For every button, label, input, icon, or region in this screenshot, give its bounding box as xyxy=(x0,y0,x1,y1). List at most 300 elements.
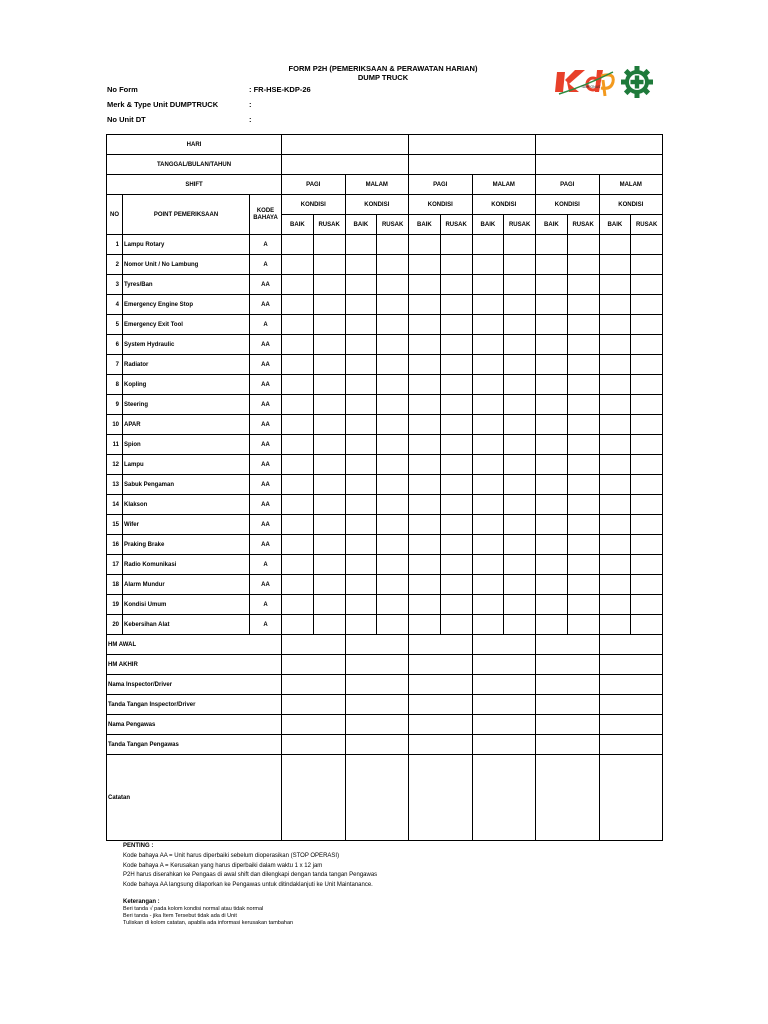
rusak-check-cell[interactable] xyxy=(313,235,345,255)
catatan-entry-cell[interactable] xyxy=(282,755,346,841)
footer-entry-cell[interactable] xyxy=(282,715,346,735)
baik-check-cell[interactable] xyxy=(409,295,441,315)
baik-check-cell[interactable] xyxy=(599,415,631,435)
baik-check-cell[interactable] xyxy=(536,255,568,275)
footer-entry-cell[interactable] xyxy=(472,675,536,695)
baik-check-cell[interactable] xyxy=(409,535,441,555)
baik-check-cell[interactable] xyxy=(345,495,377,515)
baik-check-cell[interactable] xyxy=(409,595,441,615)
rusak-check-cell[interactable] xyxy=(440,315,472,335)
rusak-check-cell[interactable] xyxy=(504,255,536,275)
rusak-check-cell[interactable] xyxy=(440,475,472,495)
rusak-check-cell[interactable] xyxy=(377,475,409,495)
baik-check-cell[interactable] xyxy=(599,455,631,475)
baik-check-cell[interactable] xyxy=(472,375,504,395)
baik-check-cell[interactable] xyxy=(536,555,568,575)
baik-check-cell[interactable] xyxy=(345,535,377,555)
rusak-check-cell[interactable] xyxy=(440,255,472,275)
footer-entry-cell[interactable] xyxy=(409,715,473,735)
baik-check-cell[interactable] xyxy=(345,595,377,615)
baik-check-cell[interactable] xyxy=(282,615,314,635)
baik-check-cell[interactable] xyxy=(409,435,441,455)
rusak-check-cell[interactable] xyxy=(440,595,472,615)
baik-check-cell[interactable] xyxy=(282,355,314,375)
rusak-check-cell[interactable] xyxy=(313,595,345,615)
baik-check-cell[interactable] xyxy=(472,395,504,415)
rusak-check-cell[interactable] xyxy=(631,415,663,435)
rusak-check-cell[interactable] xyxy=(377,355,409,375)
rusak-check-cell[interactable] xyxy=(631,515,663,535)
rusak-check-cell[interactable] xyxy=(631,535,663,555)
baik-check-cell[interactable] xyxy=(282,295,314,315)
rusak-check-cell[interactable] xyxy=(504,275,536,295)
baik-check-cell[interactable] xyxy=(282,275,314,295)
rusak-check-cell[interactable] xyxy=(313,615,345,635)
rusak-check-cell[interactable] xyxy=(504,335,536,355)
footer-entry-cell[interactable] xyxy=(536,735,600,755)
rusak-check-cell[interactable] xyxy=(313,415,345,435)
baik-check-cell[interactable] xyxy=(536,435,568,455)
baik-check-cell[interactable] xyxy=(599,535,631,555)
baik-check-cell[interactable] xyxy=(409,375,441,395)
baik-check-cell[interactable] xyxy=(282,435,314,455)
baik-check-cell[interactable] xyxy=(472,335,504,355)
rusak-check-cell[interactable] xyxy=(631,375,663,395)
footer-row-label: HM AKHIR xyxy=(107,655,282,675)
baik-check-cell[interactable] xyxy=(472,255,504,275)
rusak-check-cell[interactable] xyxy=(504,475,536,495)
footer-entry-cell[interactable] xyxy=(599,635,663,655)
baik-check-cell[interactable] xyxy=(282,575,314,595)
footer-entry-cell[interactable] xyxy=(599,735,663,755)
rusak-check-cell[interactable] xyxy=(377,535,409,555)
kondisi-header: KONDISI xyxy=(536,195,600,215)
baik-check-cell[interactable] xyxy=(345,295,377,315)
rusak-check-cell[interactable] xyxy=(567,375,599,395)
baik-check-cell[interactable] xyxy=(345,615,377,635)
rusak-check-cell[interactable] xyxy=(504,595,536,615)
rusak-check-cell[interactable] xyxy=(377,275,409,295)
footer-entry-cell[interactable] xyxy=(345,655,409,675)
rusak-check-cell[interactable] xyxy=(631,575,663,595)
baik-check-cell[interactable] xyxy=(599,575,631,595)
baik-check-cell[interactable] xyxy=(345,455,377,475)
baik-check-cell[interactable] xyxy=(472,355,504,375)
rusak-check-cell[interactable] xyxy=(567,475,599,495)
baik-check-cell[interactable] xyxy=(536,615,568,635)
rusak-check-cell[interactable] xyxy=(313,395,345,415)
footer-entry-cell[interactable] xyxy=(345,715,409,735)
footer-entry-cell[interactable] xyxy=(409,655,473,675)
baik-check-cell[interactable] xyxy=(282,315,314,335)
baik-check-cell[interactable] xyxy=(282,595,314,615)
baik-check-cell[interactable] xyxy=(409,255,441,275)
footer-entry-cell[interactable] xyxy=(536,635,600,655)
baik-check-cell[interactable] xyxy=(282,415,314,435)
rusak-check-cell[interactable] xyxy=(440,275,472,295)
rusak-check-cell[interactable] xyxy=(377,395,409,415)
baik-check-cell[interactable] xyxy=(409,615,441,635)
rusak-check-cell[interactable] xyxy=(631,355,663,375)
baik-check-cell[interactable] xyxy=(599,555,631,575)
item-name: Radio Komunikasi xyxy=(123,555,250,575)
baik-check-cell[interactable] xyxy=(599,375,631,395)
rusak-check-cell[interactable] xyxy=(631,435,663,455)
footer-entry-cell[interactable] xyxy=(345,675,409,695)
hari-cell[interactable] xyxy=(282,135,409,155)
rusak-check-cell[interactable] xyxy=(440,375,472,395)
rusak-check-cell[interactable] xyxy=(440,435,472,455)
meta-label: No Unit DT xyxy=(107,115,146,124)
baik-check-cell[interactable] xyxy=(409,455,441,475)
baik-check-cell[interactable] xyxy=(472,435,504,455)
baik-check-cell[interactable] xyxy=(409,415,441,435)
rusak-check-cell[interactable] xyxy=(631,615,663,635)
baik-check-cell[interactable] xyxy=(536,535,568,555)
tanggal-cell[interactable] xyxy=(536,155,663,175)
baik-check-cell[interactable] xyxy=(599,235,631,255)
catatan-entry-cell[interactable] xyxy=(599,755,663,841)
baik-check-cell[interactable] xyxy=(472,415,504,435)
footer-entry-cell[interactable] xyxy=(536,675,600,695)
rusak-check-cell[interactable] xyxy=(504,615,536,635)
footer-entry-cell[interactable] xyxy=(409,635,473,655)
baik-check-cell[interactable] xyxy=(536,575,568,595)
catatan-entry-cell[interactable] xyxy=(472,755,536,841)
baik-check-cell[interactable] xyxy=(282,375,314,395)
rusak-check-cell[interactable] xyxy=(313,475,345,495)
baik-check-cell[interactable] xyxy=(409,575,441,595)
baik-check-cell[interactable] xyxy=(345,395,377,415)
footer-entry-cell[interactable] xyxy=(472,735,536,755)
baik-check-cell[interactable] xyxy=(599,275,631,295)
rusak-check-cell[interactable] xyxy=(567,355,599,375)
footer-entry-cell[interactable] xyxy=(282,635,346,655)
rusak-check-cell[interactable] xyxy=(377,375,409,395)
rusak-check-cell[interactable] xyxy=(504,415,536,435)
baik-check-cell[interactable] xyxy=(472,475,504,495)
baik-check-cell[interactable] xyxy=(282,235,314,255)
rusak-check-cell[interactable] xyxy=(377,515,409,535)
baik-check-cell[interactable] xyxy=(599,335,631,355)
rusak-check-cell[interactable] xyxy=(567,595,599,615)
baik-check-cell[interactable] xyxy=(599,295,631,315)
rusak-check-cell[interactable] xyxy=(313,535,345,555)
rusak-check-cell[interactable] xyxy=(313,495,345,515)
rusak-check-cell[interactable] xyxy=(313,375,345,395)
baik-check-cell[interactable] xyxy=(409,395,441,415)
rusak-check-cell[interactable] xyxy=(567,455,599,475)
rusak-check-cell[interactable] xyxy=(377,335,409,355)
rusak-check-cell[interactable] xyxy=(631,315,663,335)
baik-check-cell[interactable] xyxy=(536,375,568,395)
baik-check-cell[interactable] xyxy=(536,335,568,355)
baik-check-cell[interactable] xyxy=(599,395,631,415)
rusak-check-cell[interactable] xyxy=(440,355,472,375)
rusak-check-cell[interactable] xyxy=(313,515,345,535)
rusak-check-cell[interactable] xyxy=(440,575,472,595)
baik-check-cell[interactable] xyxy=(472,555,504,575)
footer-entry-cell[interactable] xyxy=(345,735,409,755)
baik-check-cell[interactable] xyxy=(472,315,504,335)
footer-entry-cell[interactable] xyxy=(282,675,346,695)
footer-entry-cell[interactable] xyxy=(472,655,536,675)
baik-check-cell[interactable] xyxy=(472,295,504,315)
baik-check-cell[interactable] xyxy=(345,255,377,275)
rusak-check-cell[interactable] xyxy=(504,315,536,335)
baik-check-cell[interactable] xyxy=(345,475,377,495)
baik-check-cell[interactable] xyxy=(409,475,441,495)
catatan-label: Catatan xyxy=(107,755,282,841)
rusak-check-cell[interactable] xyxy=(631,235,663,255)
rusak-check-cell[interactable] xyxy=(504,555,536,575)
rusak-check-cell[interactable] xyxy=(377,595,409,615)
baik-check-cell[interactable] xyxy=(345,315,377,335)
footer-entry-cell[interactable] xyxy=(282,735,346,755)
rusak-check-cell[interactable] xyxy=(567,415,599,435)
item-no: 3 xyxy=(107,275,123,295)
rusak-check-cell[interactable] xyxy=(377,495,409,515)
baik-check-cell[interactable] xyxy=(536,355,568,375)
baik-check-cell[interactable] xyxy=(409,515,441,535)
baik-check-cell[interactable] xyxy=(599,615,631,635)
baik-check-cell[interactable] xyxy=(472,535,504,555)
rusak-check-cell[interactable] xyxy=(377,575,409,595)
baik-check-cell[interactable] xyxy=(345,375,377,395)
baik-check-cell[interactable] xyxy=(599,495,631,515)
baik-check-cell[interactable] xyxy=(536,275,568,295)
rusak-check-cell[interactable] xyxy=(567,515,599,535)
rusak-check-cell[interactable] xyxy=(377,555,409,575)
baik-check-cell[interactable] xyxy=(282,395,314,415)
baik-check-cell[interactable] xyxy=(599,595,631,615)
rusak-check-cell[interactable] xyxy=(313,555,345,575)
rusak-check-cell[interactable] xyxy=(631,555,663,575)
baik-check-cell[interactable] xyxy=(536,475,568,495)
footer-entry-cell[interactable] xyxy=(409,675,473,695)
catatan-entry-cell[interactable] xyxy=(536,755,600,841)
rusak-check-cell[interactable] xyxy=(313,355,345,375)
baik-check-cell[interactable] xyxy=(409,315,441,335)
baik-check-cell[interactable] xyxy=(599,475,631,495)
baik-check-cell[interactable] xyxy=(599,435,631,455)
footer-entry-cell[interactable] xyxy=(536,695,600,715)
rusak-check-cell[interactable] xyxy=(567,495,599,515)
rusak-check-cell[interactable] xyxy=(567,575,599,595)
rusak-check-cell[interactable] xyxy=(440,535,472,555)
baik-check-cell[interactable] xyxy=(282,475,314,495)
baik-check-cell[interactable] xyxy=(599,315,631,335)
footer-entry-cell[interactable] xyxy=(282,695,346,715)
baik-check-cell[interactable] xyxy=(345,575,377,595)
rusak-check-cell[interactable] xyxy=(313,275,345,295)
baik-check-cell[interactable] xyxy=(472,455,504,475)
rusak-check-cell[interactable] xyxy=(440,395,472,415)
rusak-check-cell[interactable] xyxy=(377,255,409,275)
rusak-check-cell[interactable] xyxy=(377,315,409,335)
baik-check-cell[interactable] xyxy=(409,555,441,575)
footer-entry-cell[interactable] xyxy=(409,695,473,715)
rusak-check-cell[interactable] xyxy=(504,395,536,415)
rusak-check-cell[interactable] xyxy=(313,255,345,275)
baik-check-cell[interactable] xyxy=(345,335,377,355)
rusak-check-cell[interactable] xyxy=(440,555,472,575)
baik-check-cell[interactable] xyxy=(409,495,441,515)
baik-check-cell[interactable] xyxy=(472,615,504,635)
rusak-check-cell[interactable] xyxy=(377,295,409,315)
rusak-check-cell[interactable] xyxy=(504,235,536,255)
kondisi-row xyxy=(107,195,663,215)
rusak-check-cell[interactable] xyxy=(567,335,599,355)
table-row xyxy=(107,355,663,375)
baik-check-cell[interactable] xyxy=(536,455,568,475)
footer-entry-cell[interactable] xyxy=(282,655,346,675)
rusak-check-cell[interactable] xyxy=(377,615,409,635)
item-kode: AA xyxy=(250,295,282,315)
rusak-check-cell[interactable] xyxy=(631,455,663,475)
baik-check-cell[interactable] xyxy=(472,275,504,295)
rusak-check-cell[interactable] xyxy=(567,255,599,275)
rusak-check-cell[interactable] xyxy=(440,495,472,515)
footer-entry-cell[interactable] xyxy=(472,695,536,715)
baik-check-cell[interactable] xyxy=(282,335,314,355)
rusak-check-cell[interactable] xyxy=(631,335,663,355)
baik-check-cell[interactable] xyxy=(282,555,314,575)
footer-entry-cell[interactable] xyxy=(599,655,663,675)
baik-check-cell[interactable] xyxy=(345,235,377,255)
baik-check-cell[interactable] xyxy=(409,355,441,375)
hari-cell[interactable] xyxy=(536,135,663,155)
footer-entry-cell[interactable] xyxy=(599,695,663,715)
baik-check-cell[interactable] xyxy=(282,515,314,535)
baik-check-cell[interactable] xyxy=(409,275,441,295)
baik-check-cell[interactable] xyxy=(282,455,314,475)
rusak-check-cell[interactable] xyxy=(567,295,599,315)
rusak-check-cell[interactable] xyxy=(631,595,663,615)
kondisi-header: KONDISI xyxy=(345,195,409,215)
rusak-check-cell[interactable] xyxy=(631,475,663,495)
baik-check-cell[interactable] xyxy=(282,535,314,555)
rusak-check-cell[interactable] xyxy=(631,395,663,415)
rusak-check-cell[interactable] xyxy=(567,535,599,555)
rusak-check-cell[interactable] xyxy=(504,575,536,595)
baik-check-cell[interactable] xyxy=(536,495,568,515)
rusak-check-cell[interactable] xyxy=(377,435,409,455)
rusak-check-cell[interactable] xyxy=(440,295,472,315)
rusak-check-cell[interactable] xyxy=(567,615,599,635)
shift-header: PAGI xyxy=(282,175,346,195)
baik-check-cell[interactable] xyxy=(345,415,377,435)
footer-entry-cell[interactable] xyxy=(472,715,536,735)
baik-check-cell[interactable] xyxy=(536,395,568,415)
baik-check-cell[interactable] xyxy=(409,335,441,355)
baik-check-cell[interactable] xyxy=(472,515,504,535)
baik-check-cell[interactable] xyxy=(345,275,377,295)
baik-check-cell[interactable] xyxy=(345,355,377,375)
baik-check-cell[interactable] xyxy=(536,515,568,535)
rusak-check-cell[interactable] xyxy=(567,235,599,255)
tanggal-cell[interactable] xyxy=(282,155,409,175)
rusak-check-cell[interactable] xyxy=(567,395,599,415)
rusak-check-cell[interactable] xyxy=(440,615,472,635)
rusak-check-cell[interactable] xyxy=(440,235,472,255)
rusak-check-cell[interactable] xyxy=(504,355,536,375)
baik-check-cell[interactable] xyxy=(536,295,568,315)
footer-entry-cell[interactable] xyxy=(599,675,663,695)
baik-check-cell[interactable] xyxy=(409,235,441,255)
rusak-check-cell[interactable] xyxy=(440,415,472,435)
baik-check-cell[interactable] xyxy=(472,595,504,615)
rusak-check-cell[interactable] xyxy=(377,415,409,435)
rusak-check-cell[interactable] xyxy=(631,275,663,295)
rusak-check-cell[interactable] xyxy=(504,375,536,395)
catatan-entry-cell[interactable] xyxy=(345,755,409,841)
footer-entry-cell[interactable] xyxy=(409,735,473,755)
rusak-check-cell[interactable] xyxy=(631,495,663,515)
rusak-check-cell[interactable] xyxy=(440,335,472,355)
rusak-check-cell[interactable] xyxy=(631,255,663,275)
rusak-check-cell[interactable] xyxy=(631,295,663,315)
rusak-check-cell[interactable] xyxy=(313,455,345,475)
rusak-check-cell[interactable] xyxy=(567,315,599,335)
rusak-check-cell[interactable] xyxy=(313,575,345,595)
footer-entry-cell[interactable] xyxy=(472,635,536,655)
rusak-check-cell[interactable] xyxy=(313,295,345,315)
rusak-check-cell[interactable] xyxy=(504,295,536,315)
rusak-check-cell[interactable] xyxy=(440,515,472,535)
rusak-check-cell[interactable] xyxy=(313,335,345,355)
baik-check-cell[interactable] xyxy=(536,415,568,435)
rusak-check-cell[interactable] xyxy=(504,435,536,455)
baik-check-cell[interactable] xyxy=(345,515,377,535)
rusak-check-cell[interactable] xyxy=(504,455,536,475)
baik-check-cell[interactable] xyxy=(345,435,377,455)
rusak-check-cell[interactable] xyxy=(377,455,409,475)
rusak-check-cell[interactable] xyxy=(440,455,472,475)
baik-check-cell[interactable] xyxy=(282,495,314,515)
baik-check-cell[interactable] xyxy=(599,515,631,535)
baik-check-cell[interactable] xyxy=(472,495,504,515)
footer-entry-cell[interactable] xyxy=(536,715,600,735)
rusak-check-cell[interactable] xyxy=(567,555,599,575)
rusak-check-cell[interactable] xyxy=(504,515,536,535)
footer-entry-cell[interactable] xyxy=(345,635,409,655)
baik-check-cell[interactable] xyxy=(599,355,631,375)
rusak-check-cell[interactable] xyxy=(504,495,536,515)
footer-entry-cell[interactable] xyxy=(536,655,600,675)
rusak-check-cell[interactable] xyxy=(567,275,599,295)
tanggal-cell[interactable] xyxy=(409,155,536,175)
baik-check-cell[interactable] xyxy=(472,575,504,595)
baik-check-cell[interactable] xyxy=(536,315,568,335)
rusak-check-cell[interactable] xyxy=(504,535,536,555)
baik-check-cell[interactable] xyxy=(536,235,568,255)
rusak-check-cell[interactable] xyxy=(377,235,409,255)
catatan-entry-cell[interactable] xyxy=(409,755,473,841)
penting-line: Kode bahaya AA = Unit harus diperbaiki sebelum dioperasikan (STOP OPERASI) xyxy=(123,852,340,859)
baik-check-cell[interactable] xyxy=(472,235,504,255)
footer-entry-cell[interactable] xyxy=(345,695,409,715)
rusak-check-cell[interactable] xyxy=(313,315,345,335)
footer-entry-cell[interactable] xyxy=(599,715,663,735)
hari-cell[interactable] xyxy=(409,135,536,155)
baik-check-cell[interactable] xyxy=(282,255,314,275)
baik-check-cell[interactable] xyxy=(536,595,568,615)
rusak-check-cell[interactable] xyxy=(313,435,345,455)
baik-check-cell[interactable] xyxy=(345,555,377,575)
baik-check-cell[interactable] xyxy=(599,255,631,275)
rusak-check-cell[interactable] xyxy=(567,435,599,455)
